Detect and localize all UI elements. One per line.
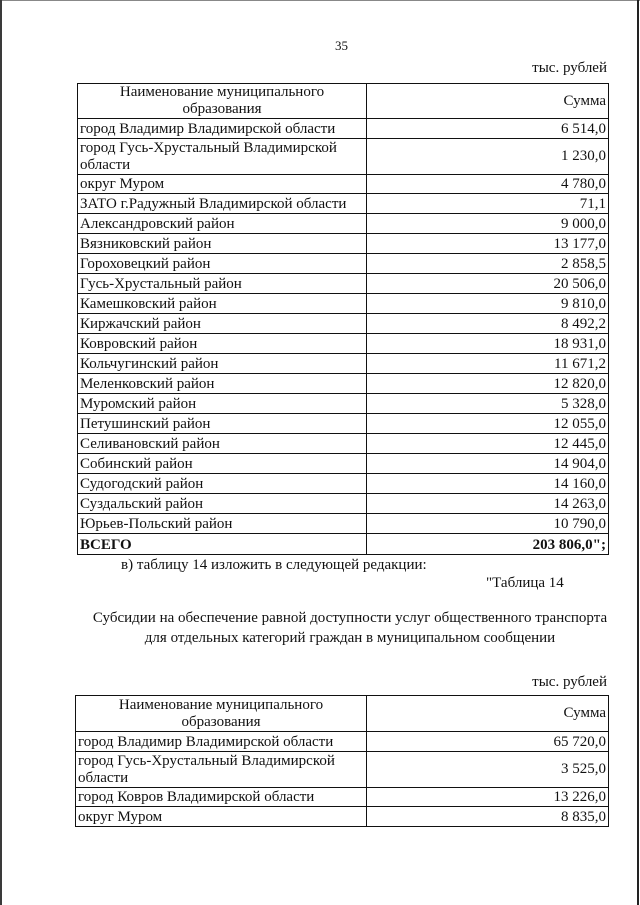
row-name: ЗАТО г.Радужный Владимирской области bbox=[78, 194, 367, 214]
table1-header-row bbox=[78, 84, 609, 119]
row-name: Судогодский район bbox=[78, 474, 367, 494]
row-name: Муромский район bbox=[78, 394, 367, 414]
row-name: город Владимир Владимирской области bbox=[78, 119, 367, 139]
row-sum: 6 514,0 bbox=[367, 119, 609, 139]
table-row bbox=[78, 234, 609, 254]
table-row bbox=[76, 752, 609, 788]
table-row bbox=[78, 175, 609, 194]
row-name: округ Муром bbox=[78, 175, 367, 194]
row-name: город Гусь-Хрустальный Владимирской области bbox=[78, 139, 367, 175]
scan-border-left bbox=[0, 0, 2, 905]
row-name: Меленковский район bbox=[78, 374, 367, 394]
table2-header-sum: Сумма bbox=[367, 696, 609, 732]
table-row bbox=[78, 434, 609, 454]
instruction-text: в) таблицу 14 изложить в следующей редакции: bbox=[121, 557, 427, 573]
row-name: город Гусь-Хрустальный Владимирской области bbox=[76, 752, 367, 788]
section-heading-line2: для отдельных категорий граждан в муниципальном сообщении bbox=[144, 630, 556, 646]
row-name: Камешковский район bbox=[78, 294, 367, 314]
row-sum: 3 525,0 bbox=[367, 752, 609, 788]
row-name: Кольчугинский район bbox=[78, 354, 367, 374]
row-sum: 8 835,0 bbox=[367, 807, 609, 827]
row-name: Юрьев-Польский район bbox=[78, 514, 367, 534]
table-row bbox=[78, 139, 609, 175]
table1-units-label: тыс. рублей bbox=[532, 60, 607, 76]
row-sum: 10 790,0 bbox=[367, 514, 609, 534]
row-sum: 12 055,0 bbox=[367, 414, 609, 434]
table-row bbox=[78, 119, 609, 139]
table-row bbox=[76, 732, 609, 752]
row-sum: 2 858,5 bbox=[367, 254, 609, 274]
row-name: Александровский район bbox=[78, 214, 367, 234]
row-sum: 12 820,0 bbox=[367, 374, 609, 394]
row-sum: 5 328,0 bbox=[367, 394, 609, 414]
table-row bbox=[78, 194, 609, 214]
table-row bbox=[78, 354, 609, 374]
table-row bbox=[78, 294, 609, 314]
row-name: Гусь-Хрустальный район bbox=[78, 274, 367, 294]
table-row bbox=[78, 454, 609, 474]
section-heading-line1: Субсидии на обеспечение равной доступности услуг общественного транспорта bbox=[92, 610, 608, 626]
row-name: округ Муром bbox=[76, 807, 367, 827]
scan-border-right bbox=[637, 0, 639, 905]
table2-units-label: тыс. рублей bbox=[532, 674, 607, 690]
row-sum: 65 720,0 bbox=[367, 732, 609, 752]
table1-header-name: Наименование муниципального образования bbox=[78, 84, 367, 119]
table-label: "Таблица 14 bbox=[486, 575, 564, 591]
table-row bbox=[78, 394, 609, 414]
row-sum: 14 263,0 bbox=[367, 494, 609, 514]
row-sum: 11 671,2 bbox=[367, 354, 609, 374]
row-name: Гороховецкий район bbox=[78, 254, 367, 274]
row-name: Ковровский район bbox=[78, 334, 367, 354]
table2-header-row bbox=[76, 696, 609, 732]
row-name: Суздальский район bbox=[78, 494, 367, 514]
table-row bbox=[78, 494, 609, 514]
table-row bbox=[76, 807, 609, 827]
page-number: 35 bbox=[335, 38, 348, 53]
table1-header-sum: Сумма bbox=[367, 84, 609, 119]
table-row bbox=[78, 254, 609, 274]
row-sum: 9 810,0 bbox=[367, 294, 609, 314]
table1-total-row bbox=[78, 534, 609, 555]
table-row bbox=[78, 414, 609, 434]
row-sum: 13 226,0 bbox=[367, 788, 609, 807]
row-sum: 18 931,0 bbox=[367, 334, 609, 354]
table-row bbox=[78, 334, 609, 354]
row-sum: 1 230,0 bbox=[367, 139, 609, 175]
table-row bbox=[78, 474, 609, 494]
row-sum: 14 160,0 bbox=[367, 474, 609, 494]
row-sum: 14 904,0 bbox=[367, 454, 609, 474]
row-sum: 8 492,2 bbox=[367, 314, 609, 334]
row-sum: 9 000,0 bbox=[367, 214, 609, 234]
row-sum: 12 445,0 bbox=[367, 434, 609, 454]
row-name: город Ковров Владимирской области bbox=[76, 788, 367, 807]
row-name: город Владимир Владимирской области bbox=[76, 732, 367, 752]
table2 bbox=[75, 695, 609, 827]
table-row bbox=[78, 514, 609, 534]
total-label: ВСЕГО bbox=[78, 534, 367, 555]
table-row bbox=[78, 214, 609, 234]
row-sum: 4 780,0 bbox=[367, 175, 609, 194]
table-row bbox=[78, 274, 609, 294]
row-name: Киржачский район bbox=[78, 314, 367, 334]
row-name: Петушинский район bbox=[78, 414, 367, 434]
row-sum: 20 506,0 bbox=[367, 274, 609, 294]
table1 bbox=[77, 83, 609, 555]
row-name: Селивановский район bbox=[78, 434, 367, 454]
table-row bbox=[76, 788, 609, 807]
table-row bbox=[78, 314, 609, 334]
total-sum: 203 806,0"; bbox=[367, 534, 609, 555]
table-row bbox=[78, 374, 609, 394]
scan-border-top bbox=[0, 0, 640, 1]
row-name: Вязниковский район bbox=[78, 234, 367, 254]
table2-header-name: Наименование муниципального образования bbox=[76, 696, 367, 732]
row-sum: 13 177,0 bbox=[367, 234, 609, 254]
row-sum: 71,1 bbox=[367, 194, 609, 214]
row-name: Собинский район bbox=[78, 454, 367, 474]
